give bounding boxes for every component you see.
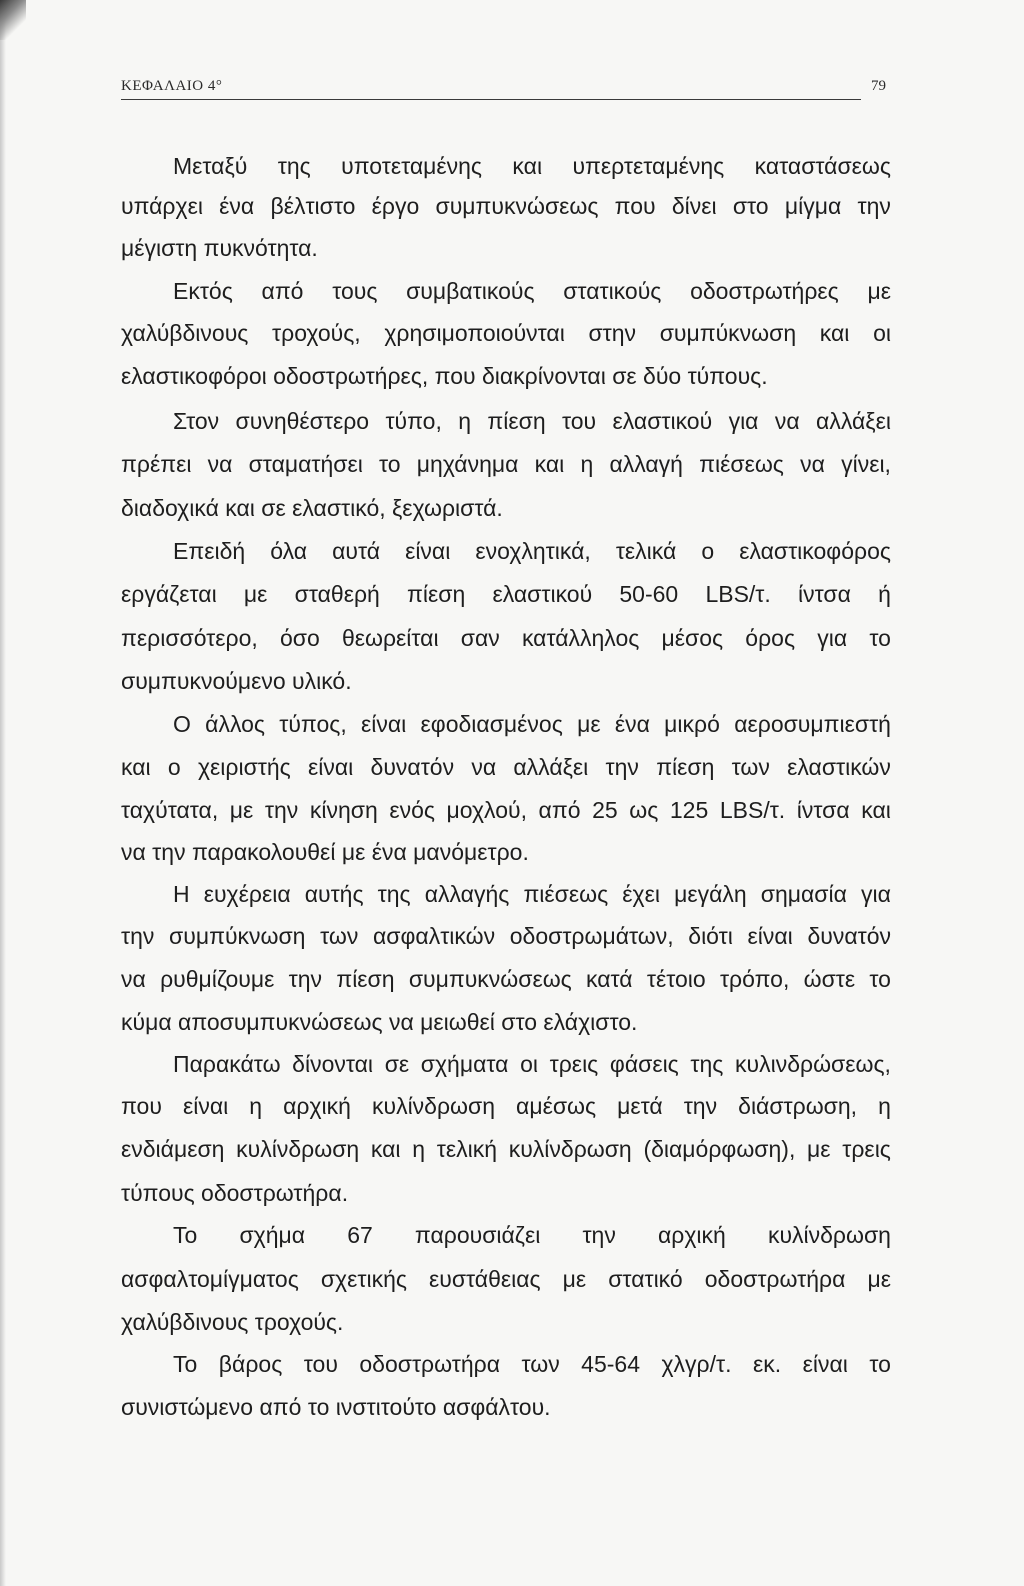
word: την: [288, 966, 323, 992]
word: ασφαλτομίγματος: [121, 1266, 299, 1292]
text-line: τύπους οδοστρωτήρα.: [121, 1180, 349, 1206]
word: σε: [384, 1051, 410, 1077]
word: χαλύβδινους: [121, 320, 249, 346]
word: όλα: [270, 538, 308, 564]
word: σταματήσει: [248, 451, 363, 477]
word: να: [207, 451, 233, 477]
word: ως: [629, 797, 659, 823]
text-line: να την παρακολουθεί με ένα μανόμετρο.: [121, 839, 529, 865]
word: συμπυκνώσεως: [408, 966, 572, 992]
word: υπερτεταμένης: [572, 153, 725, 179]
word: θεωρείται: [341, 625, 439, 651]
text-line: [121, 444, 891, 484]
word: ένα: [614, 711, 650, 737]
chapter-title: ΚΕΦΑΛΑΙΟ 4°: [121, 78, 223, 94]
word: στατικό: [608, 1266, 683, 1292]
word: υποτεταμένης: [341, 153, 483, 179]
word: την: [264, 797, 299, 823]
text-line: [121, 1044, 891, 1084]
word: ή: [878, 581, 891, 607]
word: των: [320, 923, 359, 949]
word: κυλινδρώσεως,: [735, 1051, 891, 1077]
word: η: [878, 1093, 891, 1119]
word: σημασία: [760, 881, 847, 907]
word: 25: [592, 797, 618, 823]
word: Το: [173, 1351, 198, 1377]
word: η: [580, 451, 594, 477]
word: πίεση: [407, 581, 466, 607]
word: οι: [520, 1051, 538, 1077]
word: στατικούς: [563, 278, 662, 304]
word: ίντσα: [796, 797, 850, 823]
word: ένα: [219, 193, 255, 219]
header-rule: [121, 99, 861, 100]
word: ευχέρεια: [203, 881, 291, 907]
word: με: [807, 1136, 831, 1162]
word: από: [538, 797, 581, 823]
word: η: [412, 1136, 426, 1162]
word: είναι: [361, 711, 407, 737]
text-line: [121, 186, 891, 226]
text-line: [121, 531, 891, 571]
word: του: [303, 1351, 338, 1377]
word: ο: [167, 754, 181, 780]
word: πιέσεως: [523, 881, 609, 907]
text-line: [121, 704, 891, 744]
word: χειριστής: [197, 754, 291, 780]
word: LBS/τ.: [705, 581, 771, 607]
word: από: [261, 278, 304, 304]
word: τρόπο,: [719, 966, 790, 992]
word: την: [582, 1222, 616, 1248]
word: χρησιμοποιούνται: [384, 320, 565, 346]
word: άλλος: [205, 711, 265, 737]
word: την: [857, 193, 891, 219]
text-line: διαδοχικά και σε ελαστικό, ξεχωριστά.: [121, 495, 503, 521]
text-line: ελαστικοφόροι οδοστρωτήρες, που διακρίνονται σε δύο τύπους.: [121, 363, 768, 389]
word: (διαμόρφωση),: [643, 1136, 796, 1162]
word: με: [562, 1266, 587, 1292]
word: κυλίνδρωση: [508, 1136, 632, 1162]
word: να: [121, 966, 146, 992]
word: ενοχλητικά,: [475, 538, 591, 564]
text-line: [121, 574, 891, 614]
word: πίεση: [656, 754, 715, 780]
word: ελαστικού: [612, 408, 713, 434]
word: 67: [347, 1222, 373, 1248]
word: σταθερή: [294, 581, 380, 607]
word: τέτοιο: [646, 966, 706, 992]
word: κυλίνδρωση: [371, 1093, 496, 1119]
word: ελαστικών: [787, 754, 891, 780]
text-line: συνιστώμενο από το ινστιτούτο ασφάλτου.: [121, 1394, 551, 1420]
scan-corner-fold: [0, 0, 26, 40]
word: κατά: [586, 966, 633, 992]
word: ρυθμίζουμε: [160, 966, 275, 992]
word: μίγμα: [784, 193, 842, 219]
text-line: [121, 1215, 891, 1255]
word: δίνει: [671, 193, 717, 219]
word: Εκτός: [173, 278, 233, 304]
word: οδοστρωμάτων,: [509, 923, 674, 949]
word: συνηθέστερο: [235, 408, 370, 434]
word: ταχύτατα,: [121, 797, 219, 823]
word: ο: [701, 538, 715, 564]
text-line: χαλύβδινους τροχούς.: [121, 1309, 344, 1335]
word: για: [817, 625, 848, 651]
word: κυλίνδρωση: [767, 1222, 891, 1248]
word: Στον: [173, 408, 220, 434]
word: 50-60: [619, 581, 679, 607]
text-line: [121, 1344, 891, 1384]
word: και: [861, 797, 891, 823]
word: καταστάσεως: [754, 153, 891, 179]
word: των: [521, 1351, 560, 1377]
word: μικρό: [664, 711, 720, 737]
word: Το: [173, 1222, 198, 1248]
word: υπάρχει: [121, 193, 203, 219]
word: σχετικής: [320, 1266, 407, 1292]
word: διότι: [688, 923, 733, 949]
word: την: [683, 1093, 718, 1119]
word: δυνατόν: [807, 923, 891, 949]
word: αρχική: [657, 1222, 726, 1248]
word: όσο: [279, 625, 320, 651]
word: τρεις: [842, 1136, 891, 1162]
word: είναι: [182, 1093, 229, 1119]
running-header: [121, 78, 886, 100]
word: των: [731, 754, 770, 780]
word: αλλαγή: [609, 451, 683, 477]
word: ευστάθειας: [429, 1266, 541, 1292]
word: το: [379, 451, 401, 477]
word: οι: [873, 320, 891, 346]
word: κυλίνδρωση: [236, 1136, 360, 1162]
text-line: μέγιστη πυκνότητα.: [121, 235, 318, 261]
word: ελαστικού: [492, 581, 593, 607]
word: αυτής: [304, 881, 364, 907]
word: να: [800, 451, 825, 477]
word: είναι: [802, 1351, 848, 1377]
word: φάσεις: [609, 1051, 679, 1077]
word: βάρος: [218, 1351, 283, 1377]
word: χλγρ/τ.: [661, 1351, 732, 1377]
word: συμβατικούς: [406, 278, 535, 304]
text-line: [121, 874, 891, 914]
word: τρεις: [549, 1051, 599, 1077]
word: σαν: [460, 625, 500, 651]
word: εκ.: [752, 1351, 782, 1377]
word: το: [869, 625, 891, 651]
word: τους: [332, 278, 378, 304]
word: οδοστρωτήρα: [704, 1266, 846, 1292]
word: είναι: [405, 538, 451, 564]
word: για: [728, 408, 759, 434]
word: μεγάλη: [674, 881, 747, 907]
word: της: [277, 153, 311, 179]
text-line: [121, 1129, 891, 1169]
word: δίνονται: [292, 1051, 374, 1077]
word: και: [121, 754, 151, 780]
word: να: [774, 408, 800, 434]
word: με: [243, 581, 268, 607]
word: με: [229, 797, 254, 823]
word: Επειδή: [173, 538, 246, 564]
word: εφοδιασμένος: [420, 711, 563, 737]
word: μετά: [617, 1093, 663, 1119]
word: και: [819, 320, 850, 346]
word: στο: [732, 193, 769, 219]
text-line: [121, 313, 891, 353]
text-line: [121, 271, 891, 311]
word: με: [867, 278, 891, 304]
word: δυνατόν: [370, 754, 455, 780]
word: αμέσως: [516, 1093, 597, 1119]
text-line: κύμα αποσυμπυκνώσεως να μειωθεί στο ελάχιστο.: [121, 1009, 638, 1035]
word: έχει: [622, 881, 660, 907]
word: αεροσυμπιεστή: [734, 711, 891, 737]
word: ενδιάμεση: [121, 1136, 225, 1162]
word: πίεση: [487, 408, 546, 434]
word: η: [249, 1093, 263, 1119]
word: είναι: [747, 923, 793, 949]
word: μέσος: [661, 625, 724, 651]
text-line: συμπυκνούμενο υλικό.: [121, 668, 352, 694]
word: γίνει,: [841, 451, 891, 477]
word: ασφαλτικών: [373, 923, 496, 949]
word: πιέσεως: [699, 451, 784, 477]
word: Παρακάτω: [173, 1051, 281, 1077]
word: της: [690, 1051, 724, 1077]
word: να: [471, 754, 497, 780]
word: Η: [173, 881, 190, 907]
word: εργάζεται: [121, 581, 217, 607]
text-line: [121, 1259, 891, 1299]
text-line: [121, 618, 891, 658]
text-line: [121, 1086, 891, 1126]
word: στην: [588, 320, 637, 346]
word: ενός: [389, 797, 435, 823]
word: πίεση: [336, 966, 395, 992]
word: οδοστρωτήρα: [359, 1351, 501, 1377]
word: οδοστρωτήρες: [690, 278, 839, 304]
word: την: [121, 923, 155, 949]
word: 125: [669, 797, 709, 823]
word: ελαστικοφόρος: [739, 538, 891, 564]
word: και: [534, 451, 565, 477]
word: είναι: [307, 754, 354, 780]
word: με: [577, 711, 601, 737]
word: συμπυκνώσεως: [435, 193, 599, 219]
word: συμπύκνωση: [659, 320, 797, 346]
word: της: [377, 881, 411, 907]
word: συμπύκνωση: [169, 923, 306, 949]
word: μοχλού,: [446, 797, 527, 823]
word: κατάλληλος: [521, 625, 640, 651]
word: έργο: [371, 193, 420, 219]
text-line: [121, 146, 891, 186]
word: και: [512, 153, 543, 179]
word: την: [605, 754, 639, 780]
word: τελική: [436, 1136, 497, 1162]
text-line: [121, 916, 891, 956]
word: για: [860, 881, 891, 907]
word: η: [458, 408, 472, 434]
word: τύπο,: [385, 408, 442, 434]
word: αλλαγής: [424, 881, 510, 907]
text-line: [121, 959, 891, 999]
word: το: [869, 966, 891, 992]
scan-edge-shadow: [0, 0, 6, 1586]
word: ίντσα: [798, 581, 851, 607]
word: αλλάξει: [513, 754, 589, 780]
word: σχήμα: [239, 1222, 306, 1248]
page-number: 79: [871, 78, 886, 94]
word: περισσότερο,: [121, 625, 258, 651]
word: σχήματα: [420, 1051, 509, 1077]
word: Ο: [173, 711, 191, 737]
word: με: [867, 1266, 891, 1292]
text-line: [121, 401, 891, 441]
word: 45-64: [581, 1351, 640, 1377]
word: αλλάξει: [816, 408, 891, 434]
word: πρέπει: [121, 451, 192, 477]
word: που: [121, 1093, 162, 1119]
word: τύπος,: [279, 711, 347, 737]
text-line: [121, 790, 891, 830]
word: αυτά: [332, 538, 381, 564]
word: Μεταξύ: [173, 153, 248, 179]
word: βέλτιστο: [270, 193, 356, 219]
word: παρουσιάζει: [414, 1222, 541, 1248]
word: όρος: [745, 625, 796, 651]
word: LBS/τ.: [719, 797, 786, 823]
word: τελικά: [615, 538, 677, 564]
word: που: [614, 193, 656, 219]
word: μηχάνημα: [416, 451, 519, 477]
word: του: [561, 408, 597, 434]
word: διάστρωση,: [738, 1093, 858, 1119]
word: το: [869, 1351, 891, 1377]
word: τροχούς,: [272, 320, 361, 346]
word: ώστε: [803, 966, 856, 992]
text-line: [121, 747, 891, 787]
word: κίνηση: [309, 797, 378, 823]
word: αρχική: [283, 1093, 351, 1119]
word: και: [370, 1136, 401, 1162]
